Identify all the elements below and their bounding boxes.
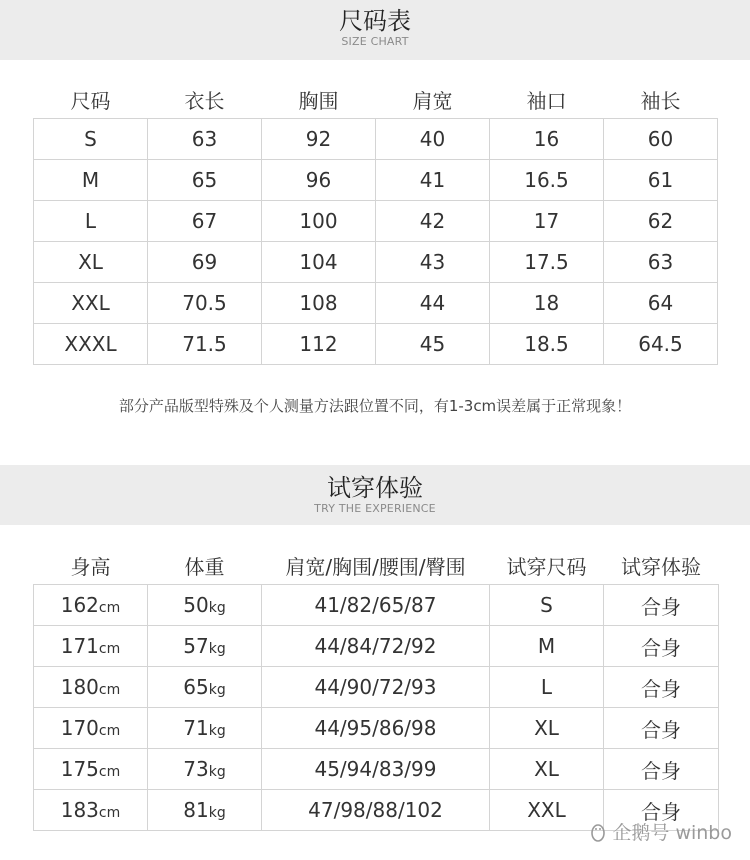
height-value: 171 <box>60 634 99 658</box>
height-value: 175 <box>60 757 99 781</box>
table-row <box>34 283 718 324</box>
table-row <box>34 201 718 242</box>
fit-cell: 合身 <box>604 585 719 626</box>
weight-value: 65 <box>183 675 209 699</box>
height-cell <box>34 585 148 626</box>
cell: 63 <box>148 119 262 160</box>
measurements-cell: 47/98/88/102 <box>262 790 490 831</box>
table-row <box>34 749 719 790</box>
fit-test-table <box>33 546 719 831</box>
height-cell <box>34 626 148 667</box>
weight-value: 50 <box>183 593 209 617</box>
size-cell: XXL <box>490 790 604 831</box>
weight-unit: kg <box>208 641 226 657</box>
table-row <box>34 667 719 708</box>
size-chart-subtitle: SIZE CHART <box>341 35 409 48</box>
cell: 63 <box>604 242 718 283</box>
measurements-cell: 45/94/83/99 <box>262 749 490 790</box>
weight-cell <box>148 626 262 667</box>
header-fit-result: 试穿体验 <box>621 554 701 579</box>
header-length: 衣长 <box>184 88 225 113</box>
cell: 43 <box>376 242 490 283</box>
header-height: 身高 <box>70 554 111 579</box>
height-unit: cm <box>98 682 121 698</box>
cell: S <box>34 119 148 160</box>
fit-test-header-row <box>34 546 719 585</box>
cell: M <box>34 160 148 201</box>
cell: 67 <box>148 201 262 242</box>
height-value: 162 <box>60 593 99 617</box>
cell: XL <box>34 242 148 283</box>
weight-cell <box>148 667 262 708</box>
weight-unit: kg <box>208 723 226 739</box>
measurements-cell: 44/95/86/98 <box>262 708 490 749</box>
height-cell <box>34 749 148 790</box>
table-row <box>34 626 719 667</box>
cell: 44 <box>376 283 490 324</box>
table-row <box>34 324 718 365</box>
cell: 71.5 <box>148 324 262 365</box>
table-row <box>34 160 718 201</box>
measurements-cell: 44/84/72/92 <box>262 626 490 667</box>
size-cell: XL <box>490 708 604 749</box>
table-row <box>34 119 718 160</box>
cell: 40 <box>376 119 490 160</box>
cell: 92 <box>262 119 376 160</box>
weight-value: 73 <box>183 757 209 781</box>
height-value: 170 <box>60 716 99 740</box>
cell: 41 <box>376 160 490 201</box>
cell: XXL <box>34 283 148 324</box>
measurement-note: 部分产品版型特殊及个人测量方法跟位置不同，有1-3cm误差属于正常现象！ <box>118 397 632 415</box>
weight-cell <box>148 790 262 831</box>
weight-unit: kg <box>208 805 226 821</box>
cell: 61 <box>604 160 718 201</box>
cell: 18.5 <box>490 324 604 365</box>
height-cell <box>34 790 148 831</box>
watermark <box>590 818 732 845</box>
fit-test-banner <box>0 465 750 525</box>
cell: 104 <box>262 242 376 283</box>
height-unit: cm <box>98 764 121 780</box>
header-weight: 体重 <box>184 554 225 579</box>
weight-value: 81 <box>183 798 209 822</box>
cell: 108 <box>262 283 376 324</box>
cell: 42 <box>376 201 490 242</box>
cell: 70.5 <box>148 283 262 324</box>
cell: 17 <box>490 201 604 242</box>
size-cell: M <box>490 626 604 667</box>
header-shoulder: 肩宽 <box>412 88 453 113</box>
height-cell <box>34 708 148 749</box>
size-chart-title: 尺码表 <box>339 7 411 35</box>
table-row <box>34 242 718 283</box>
fit-cell: 合身 <box>604 667 719 708</box>
cell: 69 <box>148 242 262 283</box>
weight-cell <box>148 708 262 749</box>
weight-value: 57 <box>183 634 209 658</box>
weight-unit: kg <box>208 764 226 780</box>
measurements-cell: 41/82/65/87 <box>262 585 490 626</box>
cell: 96 <box>262 160 376 201</box>
height-unit: cm <box>98 641 121 657</box>
fit-cell: 合身 <box>604 708 719 749</box>
size-chart-banner <box>0 0 750 60</box>
weight-unit: kg <box>208 682 226 698</box>
fit-cell: 合身 <box>604 790 719 831</box>
size-cell: S <box>490 585 604 626</box>
fit-test-subtitle: TRY THE EXPERIENCE <box>314 502 436 515</box>
height-value: 180 <box>60 675 99 699</box>
penguin-icon <box>590 822 606 842</box>
fit-test-title: 试穿体验 <box>327 474 423 502</box>
cell: 60 <box>604 119 718 160</box>
watermark-text: 企鹅号 winbo <box>612 822 732 844</box>
header-tried-size: 试穿尺码 <box>506 554 587 579</box>
cell: 17.5 <box>490 242 604 283</box>
weight-cell <box>148 749 262 790</box>
table-row <box>34 585 719 626</box>
weight-unit: kg <box>208 600 226 616</box>
weight-cell <box>148 585 262 626</box>
measurements-cell: 44/90/72/93 <box>262 667 490 708</box>
height-cell <box>34 667 148 708</box>
cell: 16.5 <box>490 160 604 201</box>
cell: XXXL <box>34 324 148 365</box>
height-value: 183 <box>60 798 99 822</box>
table-row <box>34 708 719 749</box>
cell: 64 <box>604 283 718 324</box>
cell: 112 <box>262 324 376 365</box>
cell: 62 <box>604 201 718 242</box>
cell: 100 <box>262 201 376 242</box>
cell: 18 <box>490 283 604 324</box>
size-chart-table <box>33 80 718 365</box>
cell: 64.5 <box>604 324 718 365</box>
fit-cell: 合身 <box>604 749 719 790</box>
height-unit: cm <box>98 805 121 821</box>
cell: 65 <box>148 160 262 201</box>
header-size: 尺码 <box>70 88 111 113</box>
height-unit: cm <box>98 600 121 616</box>
header-measurements: 肩宽/胸围/腰围/臀围 <box>285 554 466 579</box>
size-cell: L <box>490 667 604 708</box>
header-cuff: 袖口 <box>526 88 567 113</box>
cell: 45 <box>376 324 490 365</box>
fit-cell: 合身 <box>604 626 719 667</box>
header-sleeve: 袖长 <box>640 88 681 113</box>
cell: L <box>34 201 148 242</box>
header-chest: 胸围 <box>298 88 339 113</box>
weight-value: 71 <box>183 716 209 740</box>
cell: 16 <box>490 119 604 160</box>
size-cell: XL <box>490 749 604 790</box>
size-chart-header-row <box>34 80 718 119</box>
height-unit: cm <box>98 723 121 739</box>
